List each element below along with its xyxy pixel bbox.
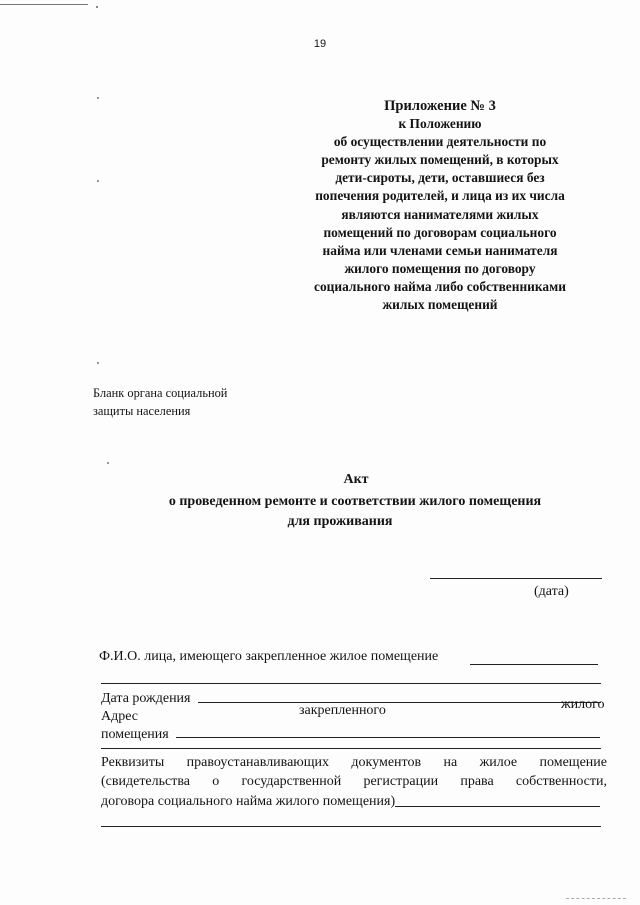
appendix-line: к Положению	[398, 116, 482, 132]
appendix-line: ремонту жилых помещений, в которых	[321, 152, 559, 168]
birth-date-input-line[interactable]	[198, 702, 601, 703]
documents-input-line-2[interactable]	[101, 826, 601, 827]
birth-date-label: Дата рождения	[101, 691, 191, 706]
scan-speck	[96, 6, 98, 8]
blank-org-label	[93, 384, 227, 420]
fio-input-line[interactable]	[470, 664, 598, 665]
appendix-line: об осуществлении деятельности по	[333, 134, 547, 150]
date-label: (дата)	[534, 584, 569, 599]
appendix-line: жилых помещений	[382, 297, 498, 313]
appendix-title: Приложение № 3	[384, 98, 496, 114]
act-subtitle: о проведенном ремонте и соответствии жилого помещения	[168, 494, 542, 509]
appendix-line: попечения родителей, и лица из их числа	[315, 188, 565, 204]
address-label-living: жилого	[561, 697, 605, 712]
address-label: Адрес	[101, 709, 139, 724]
address-input-line[interactable]	[176, 737, 600, 738]
scan-speck	[97, 180, 99, 182]
blank-org-line: защиты населения	[93, 404, 191, 418]
scan-speck	[97, 97, 99, 99]
fio-label: Ф.И.О. лица, имеющего закрепленное жилое помещение	[99, 649, 439, 664]
documents-label-line3: договора социального найма жилого помещения)	[101, 794, 396, 809]
address-input-line-2[interactable]	[101, 748, 601, 749]
documents-input-line[interactable]	[395, 806, 600, 807]
appendix-line: жилого помещения по договору	[344, 260, 536, 276]
appendix-line: являются нанимателями жилых	[341, 206, 539, 222]
documents-label-line2: (свидетельства о государственной регистрации права собственности,	[101, 774, 607, 789]
date-field-line[interactable]	[430, 578, 602, 579]
address-label-secured: закрепленного	[299, 703, 386, 718]
scan-bottom-mark	[566, 898, 626, 902]
fio-input-line-2[interactable]	[101, 683, 601, 684]
act-heading	[0, 470, 640, 532]
scan-speck	[107, 462, 109, 464]
appendix-header	[290, 97, 590, 314]
scan-corner-mark	[0, 0, 88, 5]
documents-label-line1: Реквизиты правоустанавливающих документов на жилое помещение	[101, 755, 607, 770]
appendix-line: дети-сироты, дети, оставшиеся без	[335, 170, 545, 186]
appendix-line: помещений по договорам социального	[323, 224, 557, 240]
premises-label: помещения	[101, 727, 169, 742]
page-number: 19	[313, 38, 327, 50]
appendix-line: найма или членами семьи нанимателя	[322, 242, 558, 258]
act-title: Акт	[343, 472, 369, 487]
blank-org-line: Бланк органа социальной	[93, 386, 228, 400]
act-subtitle: для проживания	[287, 514, 393, 529]
scan-speck	[97, 362, 99, 364]
appendix-line: социального найма либо собственниками	[314, 278, 566, 294]
